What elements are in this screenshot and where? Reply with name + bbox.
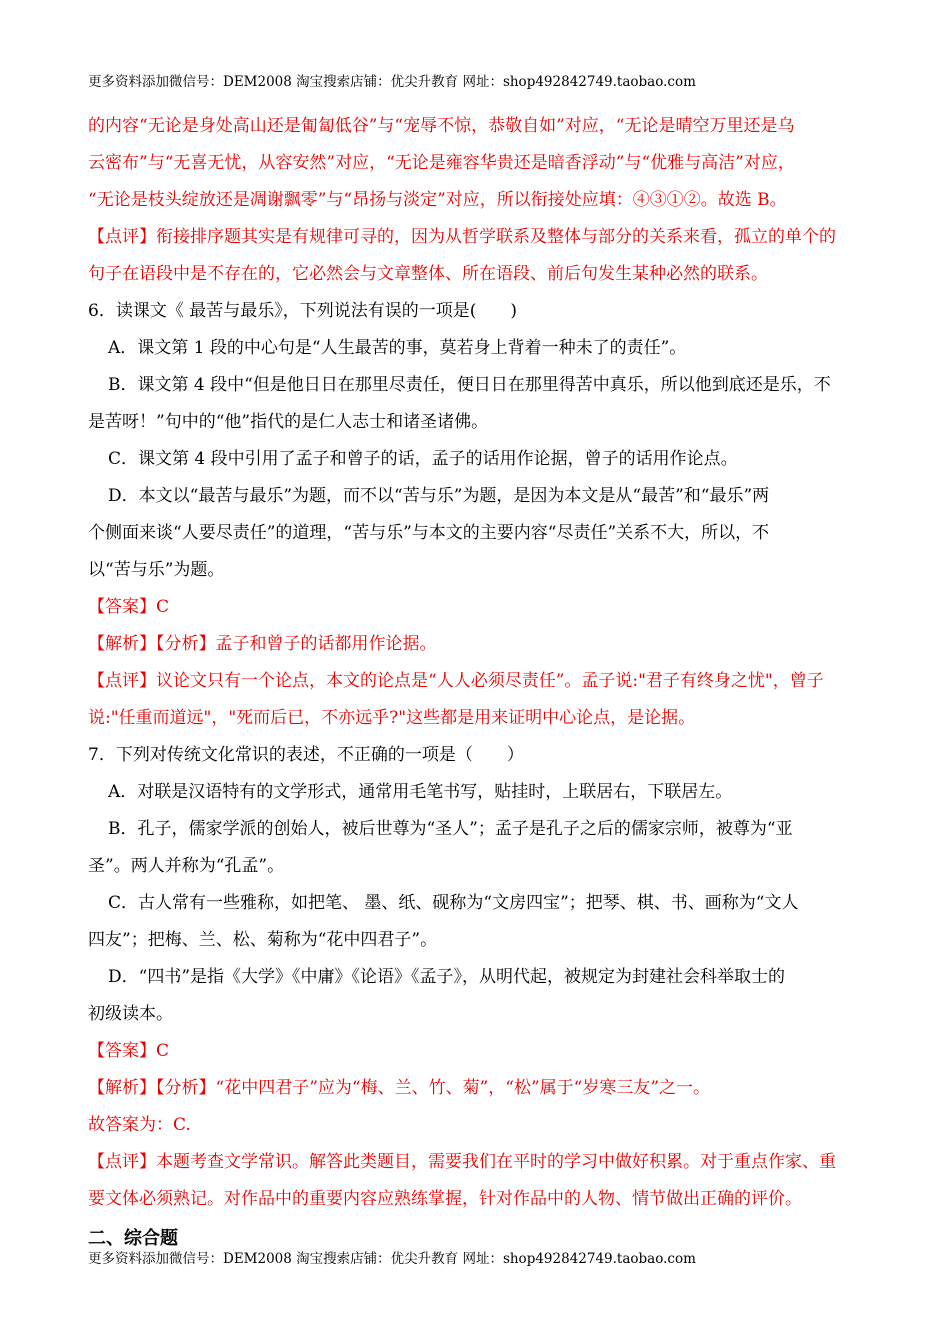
option-b-cont: 圣”。两人并称为“孔孟”。: [88, 856, 285, 876]
document-body: [88, 108, 870, 1258]
page-footer: 更多资料添加微信号：DEM2008 淘宝搜索店铺：优尖升教育 网址：shop492842749.taobao.com: [88, 1251, 696, 1267]
question-stem: 6．读课文《 最苦与最乐》，下列说法有误的一项是( ): [88, 301, 517, 321]
explanation-line: “无论是枝头绽放还是凋谢飘零”与“昂扬与淡定”对应，所以衔接处应填：④③①②。故选 B。: [88, 190, 787, 210]
option-b: B．孔子，儒家学派的创始人，被后世尊为“圣人”；孟子是孔子之后的儒家宗师，被尊为“亚: [108, 819, 793, 839]
option-c-cont: 四友”；把梅、兰、松、菊称为“花中四君子”。: [88, 930, 438, 950]
comment-line: 句子在语段中是不存在的，它必然会与文章整体、所在语段、前后句发生某种必然的联系。: [88, 264, 768, 284]
question-7: [88, 737, 870, 1218]
answer: 【答案】C: [88, 1041, 170, 1061]
option-c: C．古人常有一些雅称，如把笔、 墨、纸、砚称为“文房四宝”；把琴、棋、书、画称为“文人: [108, 893, 799, 913]
comment-line: 【点评】衔接排序题其实是有规律可寻的，因为从哲学联系及整体与部分的关系来看，孤立的单个的: [88, 227, 836, 247]
comment-line: 说:"任重而道远"，"死而后已，不亦远乎?"这些都是用来证明中心论点，是论据。: [88, 708, 696, 728]
option-d: D．本文以“最苦与最乐”为题，而不以“苦与乐”为题，是因为本文是从“最苦”和“最乐”两: [108, 486, 770, 506]
answer: 【答案】C: [88, 597, 170, 617]
option-b-cont: 是苦呀！”句中的“他”指代的是仁人志士和诸圣诸佛。: [88, 412, 489, 432]
previous-explanation: [88, 108, 870, 293]
question-6: [88, 293, 870, 737]
page-header: 更多资料添加微信号：DEM2008 淘宝搜索店铺：优尖升教育 网址：shop492842749.taobao.com: [88, 74, 696, 90]
option-a: A．课文第 1 段的中心句是“人生最苦的事，莫若身上背着一种未了的责任”。: [108, 338, 687, 358]
analysis: 【解析】【分析】“花中四君子”应为“梅、兰、竹、菊”，“松”属于“岁寒三友”之一。: [88, 1078, 711, 1098]
question-stem: 7．下列对传统文化常识的表述，不正确的一项是（ ）: [88, 745, 524, 765]
option-c: C．课文第 4 段中引用了孟子和曾子的话，孟子的话用作论据，曾子的话用作论点。: [108, 449, 738, 469]
section-title: 二、综合题: [88, 1228, 178, 1249]
option-a: A．对联是汉语特有的文学形式，通常用毛笔书写，贴挂时，上联居右，下联居左。: [108, 782, 733, 802]
comment-line: 【点评】本题考查文学常识。解答此类题目，需要我们在平时的学习中做好积累。对于重点作家、重: [88, 1152, 836, 1172]
analysis: 【解析】【分析】孟子和曾子的话都用作论据。: [88, 634, 437, 654]
option-d-cont: 以“苦与乐”为题。: [88, 560, 225, 580]
option-d-cont: 个侧面来谈“人要尽责任”的道理，“苦与乐”与本文的主要内容“尽责任”关系不大，所以，不: [88, 523, 770, 543]
explanation-line: 云密布”与“无喜无忧，从容安然”对应，“无论是雍容华贵还是暗香浮动”与“优雅与高洁”对应，: [88, 153, 795, 173]
option-d: D．“四书”是指《大学》《中庸》《论语》《孟子》，从明代起，被规定为封建社会科举取士的: [108, 967, 786, 987]
conclusion: 故答案为：C.: [88, 1115, 191, 1135]
comment-line: 【点评】议论文只有一个论点，本文的论点是“人人必须尽责任”。孟子说:"君子有终身之忧"，曾子: [88, 671, 824, 691]
explanation-line: 的内容“无论是身处高山还是匍匐低谷”与“宠辱不惊，恭敬自如”对应，“无论是晴空万里还是乌: [88, 116, 795, 136]
comment-line: 要文体必须熟记。对作品中的重要内容应熟练掌握，针对作品中的人物、情节做出正确的评价。: [88, 1189, 802, 1209]
option-d-cont: 初级读本。: [88, 1004, 173, 1024]
option-b: B．课文第 4 段中“但是他日日在那里尽责任，便日日在那里得苦中真乐，所以他到底还是乐，不: [108, 375, 831, 395]
